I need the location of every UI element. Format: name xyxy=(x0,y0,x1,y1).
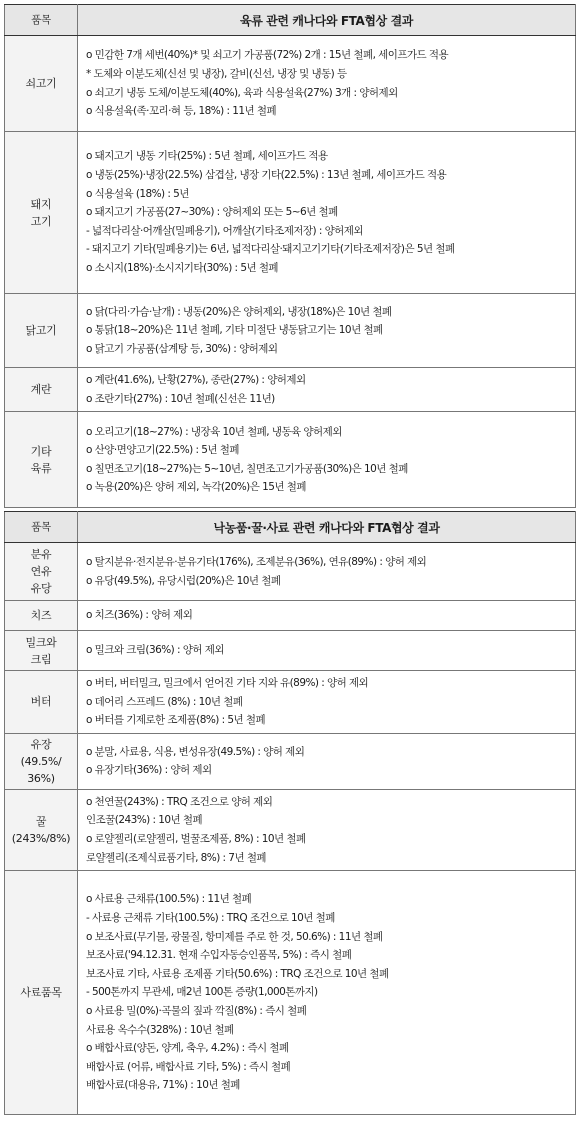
table-row xyxy=(5,412,576,508)
row-details xyxy=(78,601,576,631)
row-item-name: 치즈 xyxy=(5,601,78,631)
detail-line: o 탈지분유·전지분유·분유기타(176%), 조제분유(36%), 연유(89%) : 양허 제외 xyxy=(86,555,427,568)
detail-line: o 사료용 밀(0%)·곡물의 짚과 깍질(8%) : 즉시 철폐 xyxy=(86,1004,307,1017)
detail-line: o 유당(49.5%), 유당시럽(20%)은 10년 철폐 xyxy=(86,574,281,587)
detail-line: o 로얄젤리(로얄젤리, 벌꿀조제품, 8%) : 10년 철폐 xyxy=(86,832,306,845)
detail-line: 사료용 옥수수(328%) : 10년 철폐 xyxy=(86,1023,234,1036)
table-row xyxy=(5,601,576,631)
table-row xyxy=(5,294,576,368)
header-title: 육류 관련 캐나다와 FTA협상 결과 xyxy=(78,5,576,36)
header-item-label: 품목 xyxy=(5,5,78,36)
table-row xyxy=(5,631,576,671)
row-item-name: 계란 xyxy=(5,368,78,412)
row-item-name: 버터 xyxy=(5,671,78,734)
detail-line: o 닭(다리·가슴·날개) : 냉동(20%)은 양허제외, 냉장(18%)은 10년 철폐 xyxy=(86,305,392,318)
table-row xyxy=(5,671,576,734)
detail-line: 보조사료 기타, 사료용 조제품 기타(50.6%) : TRQ 조건으로 10년 철폐 xyxy=(86,967,389,980)
header-item-label: 품목 xyxy=(5,512,78,543)
detail-line: o 배합사료(양돈, 양계, 축우, 4.2%) : 즉시 철폐 xyxy=(86,1042,289,1055)
row-details xyxy=(78,36,576,132)
detail-line: o 칠면조고기(18~27%)는 5~10년, 칠면조고기가공품(30%)은 10년 철폐 xyxy=(86,462,408,475)
detail-line: 배합사료(대용유, 71%) : 10년 철폐 xyxy=(86,1079,240,1092)
table-row xyxy=(5,543,576,601)
detail-line: - 사료용 근채류 기타(100.5%) : TRQ 조건으로 10년 철폐 xyxy=(86,911,335,924)
detail-line: o 치즈(36%) : 양허 제외 xyxy=(86,609,193,622)
meat-fta-table xyxy=(4,4,576,508)
table-row xyxy=(5,733,576,789)
table-header-row xyxy=(5,5,576,36)
detail-line: o 오리고기(18~27%) : 냉장육 10년 철폐, 냉동육 양허제외 xyxy=(86,425,342,438)
table-row xyxy=(5,132,576,294)
detail-line: o 민감한 7개 세번(40%)* 및 쇠고기 가공품(72%) 2개 : 15년 철폐, 세이프가드 적용 xyxy=(86,49,449,62)
detail-line: o 사료용 근채류(100.5%) : 11년 철폐 xyxy=(86,893,252,906)
row-item-name: 닭고기 xyxy=(5,294,78,368)
detail-line: 로얄젤리(조제식료품기타, 8%) : 7년 철폐 xyxy=(86,851,267,864)
row-item-name: 분유 연유 유당 xyxy=(5,543,78,601)
detail-line: o 소시지(18%)·소시지기타(30%) : 5년 철폐 xyxy=(86,261,279,274)
table-header-row xyxy=(5,512,576,543)
detail-line: o 돼지고기 냉동 기타(25%) : 5년 철폐, 세이프가드 적용 xyxy=(86,150,328,163)
row-details xyxy=(78,412,576,508)
header-title: 낙농품·꿀·사료 관련 캐나다와 FTA협상 결과 xyxy=(78,512,576,543)
table-row xyxy=(5,368,576,412)
row-item-name: 쇠고기 xyxy=(5,36,78,132)
row-details xyxy=(78,132,576,294)
row-item-name: 돼지 고기 xyxy=(5,132,78,294)
detail-line: o 돼지고기 가공품(27~30%) : 양허제외 또는 5~6년 철폐 xyxy=(86,206,338,219)
row-details xyxy=(78,789,576,870)
row-details xyxy=(78,631,576,671)
row-details xyxy=(78,871,576,1115)
row-details xyxy=(78,294,576,368)
detail-line: o 천연꿀(243%) : TRQ 조건으로 양허 제외 xyxy=(86,795,273,808)
detail-line: - 넓적다리살·어깨살(밀폐용기), 어깨살(기타조제저장) : 양허제외 xyxy=(86,224,363,237)
row-details xyxy=(78,671,576,734)
detail-line: o 닭고기 가공품(삼계탕 등, 30%) : 양허제외 xyxy=(86,342,278,355)
row-item-name: 꿀 (243%/8%) xyxy=(5,789,78,870)
detail-line: o 냉동(25%)·냉장(22.5%) 삼겹살, 냉장 기타(22.5%) : 13년 철폐, 세이프가드 적용 xyxy=(86,169,447,182)
detail-line: o 보조사료(무기물, 광물질, 항미제를 주로 한 것, 50.6%) : 11년 철폐 xyxy=(86,930,383,943)
detail-line: o 조란기타(27%) : 10년 철폐(신선은 11년) xyxy=(86,392,275,405)
detail-line: o 산양·면양고기(22.5%) : 5년 철폐 xyxy=(86,444,239,457)
row-item-name: 사료품목 xyxy=(5,871,78,1115)
row-details xyxy=(78,733,576,789)
row-details xyxy=(78,543,576,601)
detail-line: o 식용설육 (18%) : 5년 xyxy=(86,187,189,200)
row-item-name: 기타 육류 xyxy=(5,412,78,508)
detail-line: o 계란(41.6%), 난황(27%), 종란(27%) : 양허제외 xyxy=(86,374,306,386)
detail-line: o 통닭(18~20%)은 11년 철폐, 기타 미절단 냉동닭고기는 10년 철폐 xyxy=(86,324,383,337)
detail-line: o 버터를 기제로한 조제품(8%) : 5년 철폐 xyxy=(86,714,266,727)
row-item-name: 유장 (49.5%/ 36%) xyxy=(5,733,78,789)
table-row xyxy=(5,871,576,1115)
detail-line: o 밀크와 크림(36%) : 양허 제외 xyxy=(86,644,224,657)
row-details xyxy=(78,368,576,412)
detail-line: o 버터, 버터밀크, 밀크에서 얻어진 기타 지와 유(89%) : 양허 제외 xyxy=(86,677,369,689)
detail-line: o 분말, 사료용, 식용, 변성유장(49.5%) : 양허 제외 xyxy=(86,745,305,758)
detail-line: * 도체와 이분도체(신선 및 냉장), 갈비(신선, 냉장 및 냉동) 등 xyxy=(86,67,347,80)
detail-line: - 500톤까지 무관세, 매2년 100톤 증량(1,000톤까지) xyxy=(86,986,318,999)
detail-line: 보조사료('94.12.31. 현재 수입자동승인품목, 5%) : 즉시 철폐 xyxy=(86,949,352,962)
detail-line: o 유장기타(36%) : 양허 제외 xyxy=(86,764,212,777)
dairy-honey-feed-fta-table xyxy=(4,511,576,1115)
detail-line: - 돼지고기 기타(밀폐용기)는 6년, 넓적다리살·돼지고기기타(기타조제저장)은 5년 철폐 xyxy=(86,243,455,256)
detail-line: o 식용설육(족·꼬리·혀 등, 18%) : 11년 철폐 xyxy=(86,105,277,118)
detail-line: o 쇠고기 냉동 도체/이분도체(40%), 육과 식용설육(27%) 3개 : 양허제외 xyxy=(86,86,398,99)
detail-line: o 녹용(20%)은 양허 제외, 녹각(20%)은 15년 철폐 xyxy=(86,481,306,494)
detail-line: 인조꿀(243%) : 10년 철폐 xyxy=(86,814,203,827)
detail-line: o 데어리 스프레드 (8%) : 10년 철폐 xyxy=(86,695,243,708)
table-row xyxy=(5,789,576,870)
table-body xyxy=(5,36,576,508)
table-row xyxy=(5,36,576,132)
table-body xyxy=(5,543,576,1115)
row-item-name: 밀크와 크림 xyxy=(5,631,78,671)
detail-line: 배합사료 (어류, 배합사료 기타, 5%) : 즉시 철폐 xyxy=(86,1060,291,1073)
